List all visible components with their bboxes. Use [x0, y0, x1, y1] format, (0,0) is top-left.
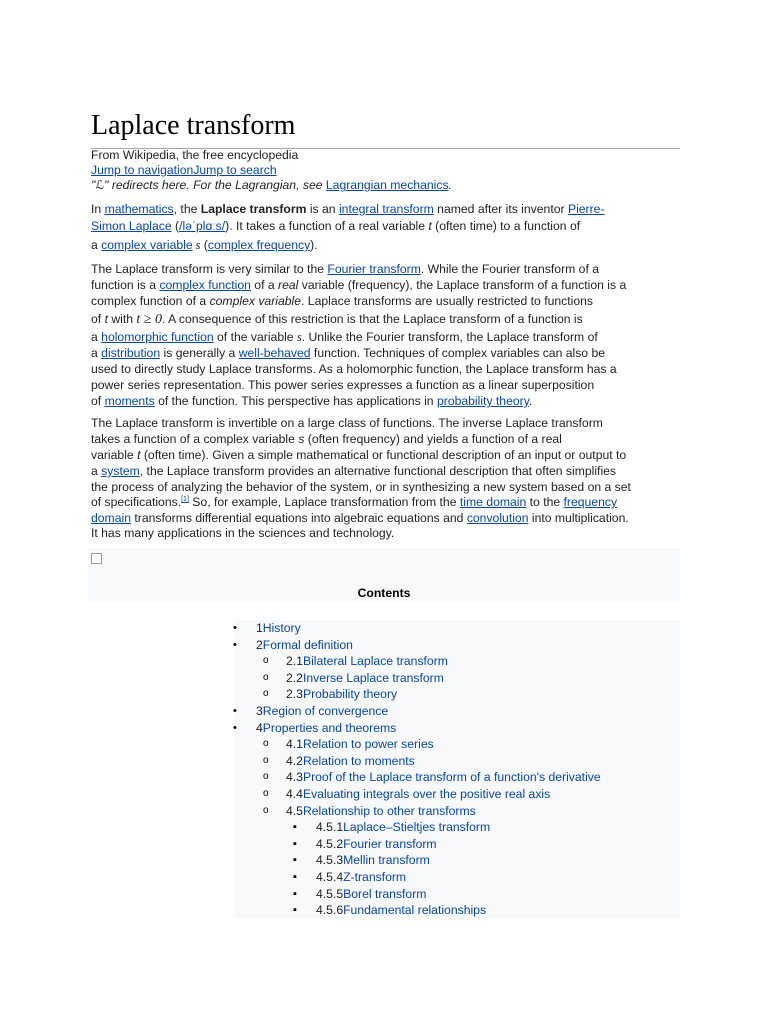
toc-item[interactable] [316, 852, 430, 868]
text: to the [526, 495, 564, 509]
text: . While the Fourier transform of a [420, 262, 599, 276]
text: into multiplication. [528, 511, 629, 525]
text: of the variable [213, 330, 297, 344]
toc-bullet: • [233, 639, 237, 651]
text: , the [173, 202, 201, 216]
math-var: s [298, 432, 305, 446]
emphasis: complex variable [209, 294, 302, 308]
text: of a [250, 278, 279, 292]
toc-number: 4.5.3 [316, 853, 344, 867]
toc-number: 3 [256, 704, 263, 718]
text: ( [200, 238, 208, 252]
toc-link[interactable]: Z-transform [343, 870, 407, 884]
toc-number: 4.4 [286, 787, 303, 801]
toc-bullet: • [233, 622, 237, 634]
text: , the Laplace transform provides an alternative functional description that often simplifies [139, 464, 617, 478]
toc-item[interactable] [286, 753, 415, 769]
toc-number: 4.2 [286, 754, 303, 768]
toc-link[interactable]: Proof of the Laplace transform of a function's derivative [302, 770, 601, 784]
integral-transform-link[interactable]: integral transform [338, 202, 434, 216]
toc-bullet: ▪ [293, 821, 297, 833]
text: of specifications. [91, 495, 182, 509]
toc-number: 4.5.4 [316, 870, 344, 884]
toc-link[interactable]: Formal definition [262, 638, 353, 652]
toc-bullet: o [263, 672, 269, 683]
text: In [91, 202, 105, 216]
math-var: s [192, 238, 201, 252]
toc-item[interactable] [256, 637, 353, 653]
text: named after its inventor [433, 202, 568, 216]
toc-item[interactable] [316, 886, 426, 902]
toc-link[interactable]: Bilateral Laplace transform [302, 654, 448, 668]
toc-link[interactable]: Probability theory [302, 687, 398, 701]
toc-item[interactable] [286, 670, 444, 686]
toc-bullet: o [263, 788, 269, 799]
toc-bullet: ▪ [293, 838, 297, 850]
text-line: power series representation. This power series expresses a function as a linear superposition [91, 378, 595, 392]
convolution-link[interactable]: convolution [466, 511, 529, 525]
text: is an [306, 202, 339, 216]
toc-number: 1 [256, 621, 263, 635]
fourier-transform-link[interactable]: Fourier transform [327, 262, 421, 276]
well-behaved-link[interactable]: well-behaved [238, 346, 311, 360]
toc-heading: Contents [88, 584, 680, 602]
toc-item[interactable] [256, 620, 301, 636]
text: (often time). Given a simple mathematical or functional description of an input or output to [140, 448, 627, 462]
toc-bullet: ▪ [293, 871, 297, 883]
toc-number: 2 [256, 638, 263, 652]
text-line: the process of analyzing the behavior of the system, or in synthesizing a new system based on a set [91, 480, 631, 494]
math-var: t [104, 312, 108, 326]
text: a [91, 464, 102, 478]
text-line: The Laplace transform is invertible on a large class of functions. The inverse Laplace transform [91, 416, 603, 430]
toc-link[interactable]: Fundamental relationships [343, 903, 487, 917]
hatnote-text: "ℒ" redirects here. For the Lagrangian, see [91, 178, 326, 192]
toc-number: 4.5.5 [316, 887, 344, 901]
text: So, for example, Laplace transformation from the [188, 495, 460, 509]
toc-bullet: • [233, 705, 237, 717]
hatnote [91, 177, 452, 193]
text: transforms differential equations into algebraic equations and [130, 511, 467, 525]
toc-bullet: o [263, 805, 269, 816]
toc-item[interactable] [286, 803, 476, 819]
toc-item[interactable] [286, 786, 550, 802]
toc-number: 4.3 [286, 770, 303, 784]
text: a [91, 346, 102, 360]
text: variable [91, 448, 138, 462]
text: a [91, 330, 102, 344]
toc-item[interactable] [316, 902, 486, 918]
text: takes a function of a complex variable [91, 432, 299, 446]
toc-item[interactable] [316, 836, 437, 852]
math-var: t [428, 219, 432, 233]
system-link[interactable]: system [101, 464, 140, 478]
distribution-link[interactable]: distribution [101, 346, 161, 360]
text: is generally a [160, 346, 239, 360]
site-tagline: From Wikipedia, the free encyclopedia [91, 148, 299, 162]
text: The Laplace transform is very similar to the [91, 262, 328, 276]
toc-link[interactable]: History [262, 621, 301, 635]
pierre-simon-laplace-link-cont[interactable]: Simon Laplace [91, 219, 172, 233]
toc-bullet: • [233, 722, 237, 734]
toc-number: 4.1 [286, 737, 303, 751]
toc-item[interactable] [256, 703, 388, 719]
text: function is a [91, 278, 160, 292]
toc-link[interactable]: Properties and theorems [262, 721, 397, 735]
complex-frequency-link[interactable]: complex frequency [207, 238, 311, 252]
math-var: s [296, 330, 302, 344]
toc-number: 2.2 [286, 671, 303, 685]
toc-number: 2.3 [286, 687, 303, 701]
toc-link[interactable]: Borel transform [343, 887, 427, 901]
toc-item[interactable] [286, 653, 448, 669]
text: . A consequence of this restriction is that the Laplace transform of a function is [161, 312, 583, 326]
jump-links [91, 162, 277, 178]
holomorphic-function-link[interactable]: holomorphic function [101, 330, 214, 344]
text: (often frequency) and yields a function of a real [304, 432, 562, 446]
bold-term: Laplace transform [200, 202, 307, 216]
toc-number: 4.5.6 [316, 903, 344, 917]
toc-number: 2.1 [286, 654, 303, 668]
text: . Laplace transforms are usually restricted to functions [301, 294, 593, 308]
text: ( [171, 219, 180, 233]
jump-to-navigation-link[interactable]: Jump to navigation [91, 163, 194, 177]
text: ). It takes a function of a real variable [225, 219, 429, 233]
text: of [91, 394, 105, 408]
toc-item[interactable] [286, 769, 601, 785]
toc-bullet: o [263, 688, 269, 699]
text: of the function. This perspective has applications in [154, 394, 437, 408]
toc-item[interactable] [286, 686, 397, 702]
math-inequality: t ≥ 0 [136, 312, 162, 327]
complex-variable-link[interactable]: complex variable [101, 238, 193, 252]
toc-number: 4.5.2 [316, 837, 344, 851]
text-line: It has many applications in the sciences and technology. [91, 526, 395, 540]
toc-toggle-checkbox[interactable] [91, 553, 102, 564]
page-title: Laplace transform [91, 110, 680, 149]
hatnote-suffix: . [448, 178, 452, 192]
toc-item[interactable] [316, 869, 406, 885]
pierre-simon-laplace-link[interactable]: Pierre- [567, 202, 605, 216]
toc-item[interactable] [316, 819, 490, 835]
toc-bullet: o [263, 771, 269, 782]
toc-bullet: o [263, 755, 269, 766]
toc-bullet: ▪ [293, 888, 297, 900]
toc-link[interactable]: Laplace–Stieltjes transform [343, 820, 491, 834]
text: ). [310, 238, 318, 252]
ipa-link[interactable]: /ləˈplɑːs/ [179, 219, 226, 233]
toc-item[interactable] [256, 720, 396, 736]
toc-link[interactable]: Relationship to other transforms [302, 804, 476, 818]
jump-to-search-link[interactable]: Jump to search [193, 163, 277, 177]
text: of [91, 312, 105, 326]
time-domain-link[interactable]: time domain [459, 495, 527, 509]
probability-theory-link[interactable]: probability theory [436, 394, 529, 408]
toc-link[interactable]: Fourier transform [343, 837, 437, 851]
text: (often time) to a function of [431, 219, 581, 233]
frequency-domain-link-cont[interactable]: domain [91, 511, 131, 525]
toc-link[interactable]: Mellin transform [343, 853, 430, 867]
toc-number: 4.5 [286, 804, 303, 818]
mathematics-link[interactable]: mathematics [104, 202, 174, 216]
text: complex function of a [91, 294, 210, 308]
toc-bullet: ▪ [293, 904, 297, 916]
toc-number: 4 [256, 721, 263, 735]
text: . [528, 394, 533, 408]
toc-link[interactable]: Relation to power series [302, 737, 434, 751]
toc-bullet: o [263, 738, 269, 749]
text: variable (frequency), the Laplace transform of a function is a [298, 278, 627, 292]
toc-link[interactable]: Evaluating integrals over the positive real axis [302, 787, 551, 801]
lagrangian-mechanics-link[interactable]: Lagrangian mechanics [325, 178, 449, 192]
emphasis: real [278, 278, 299, 292]
complex-function-link[interactable]: complex function [159, 278, 251, 292]
toc-bullet: ▪ [293, 854, 297, 866]
text: function. Techniques of complex variables can also be [310, 346, 606, 360]
toc-item[interactable] [286, 736, 434, 752]
text-line: used to directly study Laplace transforms. As a holomorphic function, the Laplace transform has a [91, 362, 617, 376]
text: with [107, 312, 137, 326]
toc-link[interactable]: Region of convergence [262, 704, 389, 718]
toc-bullet: o [263, 655, 269, 666]
frequency-domain-link[interactable]: frequency [563, 495, 618, 509]
text: a [91, 238, 102, 252]
moments-link[interactable]: moments [104, 394, 155, 408]
math-var: t [137, 448, 141, 462]
toc-link[interactable]: Relation to moments [302, 754, 415, 768]
citation-link[interactable]: [1] [181, 495, 189, 503]
text: . Unlike the Fourier transform, the Laplace transform of [301, 330, 598, 344]
toc-link[interactable]: Inverse Laplace transform [302, 671, 444, 685]
toc-number: 4.5.1 [316, 820, 344, 834]
